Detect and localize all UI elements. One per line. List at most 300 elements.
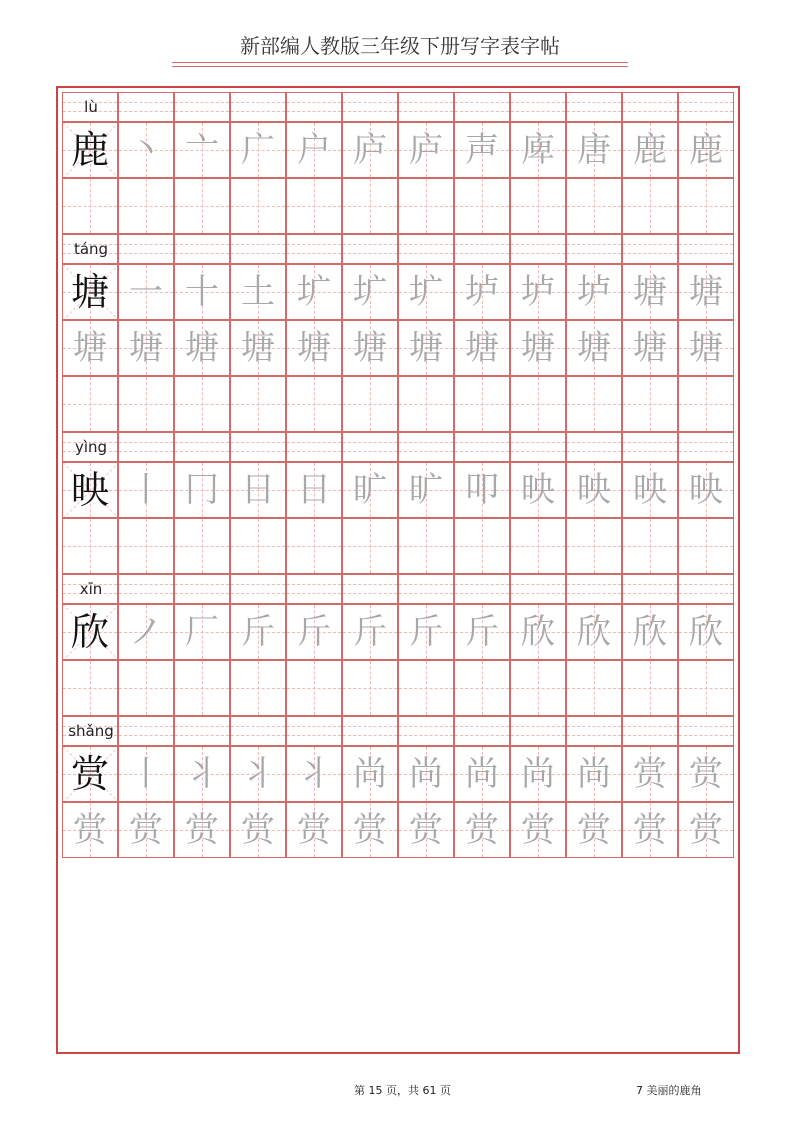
tianzige-cell — [286, 660, 342, 716]
tianzige-cell — [398, 660, 454, 716]
trace-character — [343, 377, 397, 431]
tianzige-cell — [566, 320, 622, 376]
trace-character: 塘 — [465, 328, 499, 368]
tianzige-cell — [622, 462, 678, 518]
trace-character: 塘 — [633, 272, 667, 312]
trace-character: 声 — [465, 130, 499, 170]
trace-character: ノ — [129, 612, 163, 652]
trace-character: 丶 — [129, 130, 163, 170]
trace-character — [63, 661, 117, 715]
trace-character: 塘 — [689, 272, 723, 312]
trace-character — [63, 179, 117, 233]
trace-character: 欣 — [521, 612, 555, 652]
model-character: 塘 — [70, 270, 109, 314]
pinyin-label: shǎng — [68, 722, 114, 740]
trace-character: 尚 — [577, 754, 611, 794]
tianzige-cell — [678, 604, 734, 660]
tianzige-cell — [230, 376, 286, 432]
tianzige-cell — [342, 320, 398, 376]
tianzige-cell — [566, 462, 622, 518]
trace-character — [679, 377, 733, 431]
pinyin-cell — [230, 574, 286, 604]
trace-character: 丬 — [185, 754, 219, 794]
model-character: 映 — [70, 468, 109, 512]
character-block — [62, 92, 734, 234]
trace-character: 塘 — [73, 328, 107, 368]
trace-character: 斤 — [241, 612, 275, 652]
tianzige-cell — [286, 462, 342, 518]
trace-character: 垆 — [521, 272, 555, 312]
tianzige-cell — [678, 462, 734, 518]
trace-character: 赏 — [409, 810, 443, 850]
tianzige-cell — [454, 178, 510, 234]
pinyin-cell — [118, 716, 174, 746]
trace-character: 庐 — [353, 130, 387, 170]
trace-character: 庐 — [409, 130, 443, 170]
trace-character: 尚 — [409, 754, 443, 794]
tianzige-cell — [454, 320, 510, 376]
tianzige-cell — [342, 264, 398, 320]
tianzige-cell — [230, 320, 286, 376]
tianzige-cell — [230, 746, 286, 802]
tianzige-cell — [566, 604, 622, 660]
trace-character — [287, 519, 341, 573]
trace-character — [455, 519, 509, 573]
tianzige-cell — [174, 376, 230, 432]
trace-character — [399, 519, 453, 573]
pinyin-cell — [174, 234, 230, 264]
trace-character — [567, 519, 621, 573]
tianzige-cell — [510, 604, 566, 660]
character-block — [62, 234, 734, 432]
page-number: 第 15 页，共 61 页 — [354, 1084, 451, 1097]
writing-row — [62, 122, 734, 178]
pinyin-cell — [566, 574, 622, 604]
trace-character — [679, 661, 733, 715]
trace-character: 旷 — [353, 470, 387, 510]
tianzige-cell — [622, 746, 678, 802]
trace-character — [175, 377, 229, 431]
tianzige-cell — [678, 746, 734, 802]
tianzige-cell — [678, 122, 734, 178]
trace-character: 塘 — [297, 328, 331, 368]
pinyin-cell — [678, 716, 734, 746]
trace-character: 赏 — [577, 810, 611, 850]
model-character: 赏 — [70, 752, 109, 796]
trace-character: 赏 — [521, 810, 555, 850]
pinyin-cell — [174, 92, 230, 122]
tianzige-cell — [230, 802, 286, 858]
model-character: 鹿 — [70, 128, 109, 172]
pinyin-cell — [510, 716, 566, 746]
trace-character — [119, 179, 173, 233]
tianzige-cell — [174, 604, 230, 660]
pinyin-cell — [566, 432, 622, 462]
page-title: 新部编人教版三年级下册写字表字帖 — [240, 34, 560, 58]
trace-character — [511, 661, 565, 715]
trace-character: 广 — [241, 130, 275, 170]
trace-character: 映 — [577, 470, 611, 510]
trace-character: 十 — [185, 272, 219, 312]
trace-character: 赏 — [241, 810, 275, 850]
trace-character: 赏 — [129, 810, 163, 850]
tianzige-cell — [342, 518, 398, 574]
tianzige-cell — [678, 802, 734, 858]
writing-row — [62, 178, 734, 234]
pinyin-cell — [342, 234, 398, 264]
writing-row — [62, 604, 734, 660]
trace-character — [287, 661, 341, 715]
tianzige-cell — [62, 122, 118, 178]
pinyin-cell — [622, 574, 678, 604]
pinyin-cell — [342, 716, 398, 746]
trace-character: 尚 — [353, 754, 387, 794]
trace-character — [511, 377, 565, 431]
pinyin-cell — [342, 574, 398, 604]
tianzige-cell — [342, 376, 398, 432]
tianzige-cell — [566, 746, 622, 802]
tianzige-cell — [118, 604, 174, 660]
trace-character — [231, 661, 285, 715]
tianzige-cell — [342, 802, 398, 858]
tianzige-cell — [566, 178, 622, 234]
tianzige-cell — [118, 746, 174, 802]
tianzige-cell — [454, 660, 510, 716]
pinyin-cell — [678, 574, 734, 604]
writing-row — [62, 264, 734, 320]
trace-character — [455, 661, 509, 715]
trace-character: 赏 — [465, 810, 499, 850]
trace-character — [567, 179, 621, 233]
tianzige-cell — [398, 178, 454, 234]
writing-grid — [62, 92, 734, 858]
trace-character — [119, 519, 173, 573]
pinyin-label: yìng — [74, 438, 108, 456]
pinyin-row — [62, 716, 734, 746]
tianzige-cell — [622, 320, 678, 376]
tianzige-cell — [678, 376, 734, 432]
tianzige-cell — [398, 802, 454, 858]
pinyin-cell — [678, 234, 734, 264]
tianzige-cell — [398, 746, 454, 802]
pinyin-row — [62, 234, 734, 264]
trace-character: 丨 — [129, 470, 163, 510]
trace-character — [455, 179, 509, 233]
pinyin-cell — [286, 234, 342, 264]
tianzige-cell — [454, 802, 510, 858]
trace-character: 赏 — [73, 810, 107, 850]
pinyin-cell — [622, 716, 678, 746]
tianzige-cell — [566, 660, 622, 716]
tianzige-cell — [286, 802, 342, 858]
tianzige-cell — [622, 178, 678, 234]
trace-character — [63, 377, 117, 431]
tianzige-cell — [454, 122, 510, 178]
trace-character — [231, 377, 285, 431]
character-block — [62, 432, 734, 574]
trace-character — [455, 377, 509, 431]
pinyin-cell — [566, 716, 622, 746]
writing-row — [62, 462, 734, 518]
tianzige-cell — [230, 178, 286, 234]
tianzige-cell — [118, 178, 174, 234]
tianzige-cell — [342, 122, 398, 178]
trace-character: 厂 — [185, 612, 219, 652]
trace-character: 塘 — [689, 328, 723, 368]
tianzige-cell — [622, 122, 678, 178]
trace-character — [623, 661, 677, 715]
tianzige-cell — [510, 746, 566, 802]
tianzige-cell — [510, 518, 566, 574]
pinyin-cell — [118, 574, 174, 604]
pinyin-cell — [454, 574, 510, 604]
trace-character: 丬 — [297, 754, 331, 794]
trace-character: 欣 — [689, 612, 723, 652]
tianzige-cell — [566, 802, 622, 858]
pinyin-cell — [566, 234, 622, 264]
tianzige-cell — [174, 178, 230, 234]
writing-row — [62, 518, 734, 574]
tianzige-cell — [286, 320, 342, 376]
tianzige-cell — [118, 376, 174, 432]
pinyin-cell — [622, 432, 678, 462]
tianzige-cell — [230, 660, 286, 716]
trace-character: 尚 — [465, 754, 499, 794]
pinyin-cell — [678, 432, 734, 462]
pinyin-label: lù — [84, 98, 98, 116]
tianzige-cell — [174, 518, 230, 574]
tianzige-cell — [62, 320, 118, 376]
pinyin-cell — [510, 432, 566, 462]
tianzige-cell — [678, 320, 734, 376]
pinyin-cell — [398, 716, 454, 746]
tianzige-cell — [174, 462, 230, 518]
tianzige-cell — [62, 746, 118, 802]
trace-character — [511, 179, 565, 233]
tianzige-cell — [62, 264, 118, 320]
trace-character: 圹 — [409, 272, 443, 312]
tianzige-cell — [118, 660, 174, 716]
trace-character: 塘 — [353, 328, 387, 368]
tianzige-cell — [622, 604, 678, 660]
tianzige-cell — [454, 604, 510, 660]
trace-character: 尚 — [521, 754, 555, 794]
pinyin-cell — [398, 432, 454, 462]
pinyin-cell — [286, 574, 342, 604]
pinyin-cell — [398, 234, 454, 264]
pinyin-cell — [454, 716, 510, 746]
trace-character — [567, 661, 621, 715]
tianzige-cell — [622, 264, 678, 320]
trace-character: 丬 — [241, 754, 275, 794]
trace-character: 赏 — [353, 810, 387, 850]
tianzige-cell — [510, 178, 566, 234]
trace-character — [175, 519, 229, 573]
trace-character: 圹 — [297, 272, 331, 312]
trace-character — [119, 661, 173, 715]
tianzige-cell — [566, 264, 622, 320]
trace-character — [511, 519, 565, 573]
tianzige-cell — [342, 746, 398, 802]
trace-character: 塘 — [241, 328, 275, 368]
tianzige-cell — [286, 122, 342, 178]
pinyin-cell — [622, 234, 678, 264]
trace-character: 映 — [521, 470, 555, 510]
trace-character: 欣 — [577, 612, 611, 652]
pinyin-cell — [398, 574, 454, 604]
tianzige-cell — [398, 604, 454, 660]
pinyin-cell — [118, 432, 174, 462]
character-block — [62, 574, 734, 716]
tianzige-cell — [342, 178, 398, 234]
tianzige-cell — [174, 802, 230, 858]
tianzige-cell — [454, 746, 510, 802]
tianzige-cell — [342, 604, 398, 660]
tianzige-cell — [174, 122, 230, 178]
tianzige-cell — [62, 604, 118, 660]
tianzige-cell — [454, 376, 510, 432]
pinyin-cell — [286, 92, 342, 122]
tianzige-cell — [286, 604, 342, 660]
trace-character — [175, 179, 229, 233]
pinyin-row — [62, 574, 734, 604]
model-character: 欣 — [70, 610, 109, 654]
trace-character — [623, 377, 677, 431]
trace-character: 亠 — [185, 130, 219, 170]
tianzige-cell — [286, 264, 342, 320]
tianzige-cell — [398, 462, 454, 518]
tianzige-cell — [230, 122, 286, 178]
trace-character — [399, 661, 453, 715]
trace-character: 圹 — [353, 272, 387, 312]
tianzige-cell — [510, 320, 566, 376]
pinyin-cell — [398, 92, 454, 122]
pinyin-cell — [286, 716, 342, 746]
trace-character: 旷 — [409, 470, 443, 510]
tianzige-cell — [62, 376, 118, 432]
tianzige-cell — [286, 518, 342, 574]
tianzige-cell — [510, 802, 566, 858]
tianzige-cell — [230, 604, 286, 660]
trace-character: 唐 — [577, 130, 611, 170]
tianzige-cell — [566, 376, 622, 432]
writing-row — [62, 802, 734, 858]
trace-character: 映 — [689, 470, 723, 510]
pinyin-cell — [230, 92, 286, 122]
trace-character — [287, 377, 341, 431]
title-rule-bottom — [172, 66, 628, 67]
tianzige-cell — [678, 178, 734, 234]
trace-character: 塘 — [633, 328, 667, 368]
trace-character: 塘 — [185, 328, 219, 368]
trace-character: 赏 — [297, 810, 331, 850]
trace-character: 赏 — [689, 754, 723, 794]
tianzige-cell — [118, 518, 174, 574]
pinyin-cell — [118, 234, 174, 264]
tianzige-cell — [342, 660, 398, 716]
pinyin-cell — [342, 432, 398, 462]
tianzige-cell — [230, 264, 286, 320]
tianzige-cell — [510, 122, 566, 178]
trace-character — [343, 661, 397, 715]
pinyin-label: xīn — [79, 580, 103, 598]
pinyin-cell — [174, 716, 230, 746]
trace-character: 斤 — [353, 612, 387, 652]
trace-character: 丨 — [129, 754, 163, 794]
tianzige-cell — [62, 802, 118, 858]
character-block — [62, 716, 734, 858]
tianzige-cell — [174, 746, 230, 802]
trace-character — [623, 519, 677, 573]
pinyin-row — [62, 92, 734, 122]
tianzige-cell — [118, 462, 174, 518]
tianzige-cell — [510, 462, 566, 518]
tianzige-cell — [62, 660, 118, 716]
tianzige-cell — [510, 264, 566, 320]
tianzige-cell — [398, 376, 454, 432]
trace-character: 鹿 — [633, 130, 667, 170]
tianzige-cell — [286, 376, 342, 432]
writing-row — [62, 320, 734, 376]
tianzige-cell — [230, 462, 286, 518]
tianzige-cell — [454, 518, 510, 574]
pinyin-cell — [622, 92, 678, 122]
pinyin-row — [62, 432, 734, 462]
trace-character: 日 — [297, 470, 331, 510]
pinyin-cell — [678, 92, 734, 122]
trace-character: 赏 — [633, 754, 667, 794]
pinyin-cell — [510, 574, 566, 604]
trace-character — [623, 179, 677, 233]
pinyin-cell — [510, 234, 566, 264]
trace-character: 一 — [129, 272, 163, 312]
tianzige-cell — [510, 376, 566, 432]
tianzige-cell — [678, 264, 734, 320]
tianzige-cell — [174, 320, 230, 376]
tianzige-cell — [62, 178, 118, 234]
trace-character — [343, 519, 397, 573]
trace-character: 斤 — [297, 612, 331, 652]
pinyin-cell — [342, 92, 398, 122]
tianzige-cell — [174, 660, 230, 716]
tianzige-cell — [62, 462, 118, 518]
tianzige-cell — [286, 178, 342, 234]
trace-character — [567, 377, 621, 431]
pinyin-cell — [454, 432, 510, 462]
tianzige-cell — [398, 264, 454, 320]
trace-character: 斤 — [465, 612, 499, 652]
trace-character: 赏 — [633, 810, 667, 850]
trace-character — [343, 179, 397, 233]
trace-character — [399, 179, 453, 233]
pinyin-cell — [454, 92, 510, 122]
pinyin-cell — [118, 92, 174, 122]
tianzige-cell — [398, 518, 454, 574]
writing-row — [62, 376, 734, 432]
trace-character — [399, 377, 453, 431]
trace-character: 赏 — [689, 810, 723, 850]
tianzige-cell — [454, 462, 510, 518]
tianzige-cell — [230, 518, 286, 574]
pinyin-label: táng — [73, 240, 109, 258]
trace-character — [231, 519, 285, 573]
tianzige-cell — [454, 264, 510, 320]
tianzige-cell — [678, 660, 734, 716]
tianzige-cell — [566, 518, 622, 574]
trace-character: 冂 — [185, 470, 219, 510]
tianzige-cell — [678, 518, 734, 574]
tianzige-cell — [118, 264, 174, 320]
